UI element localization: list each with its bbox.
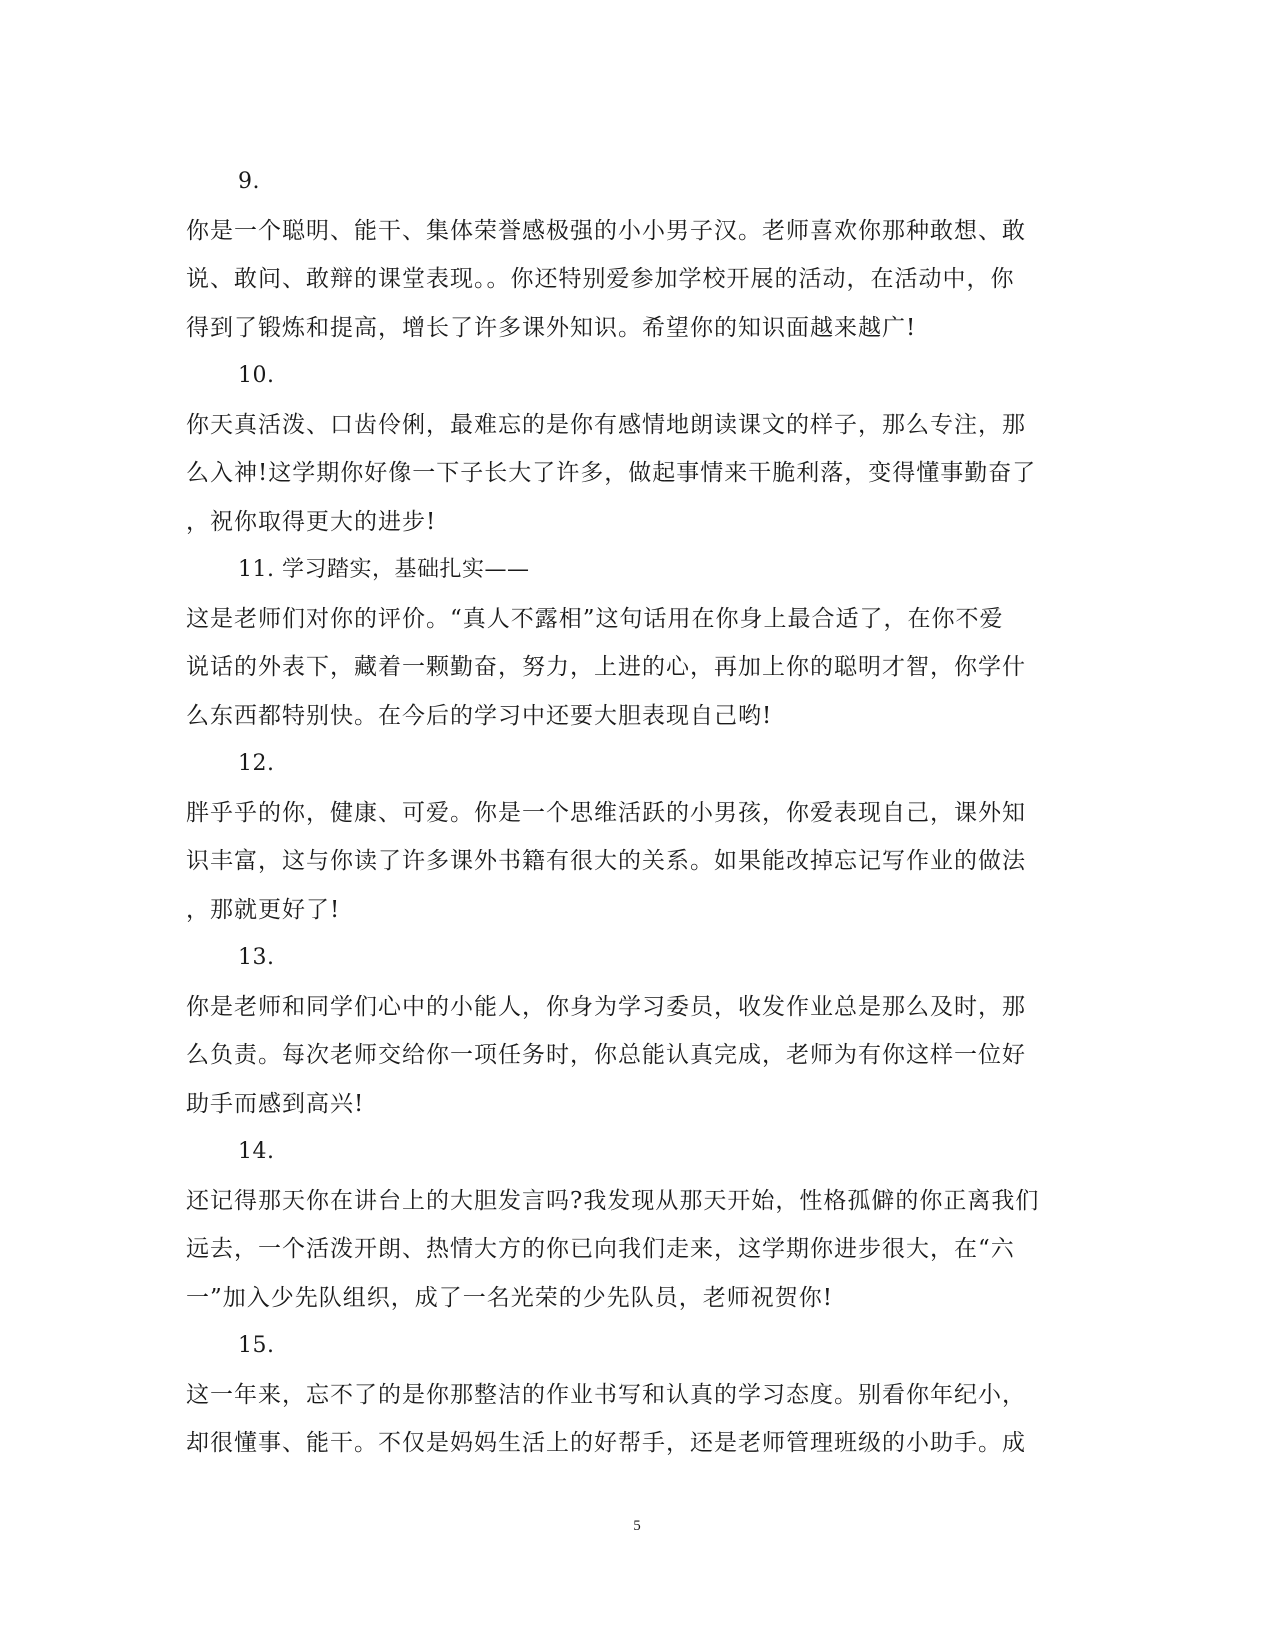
item-number: 13. [238,945,275,970]
text-line: 么东西都特别快。在今后的学习中还要大胆表现自己哟! [186,702,773,729]
text-line: 说、敢问、敢辩的课堂表现。。你还特别爱参加学校开展的活动，在活动中，你 [186,266,1015,292]
item-number: 14. [238,1139,275,1164]
item-number: 9. [238,169,260,194]
text-line: 你是老师和同学们心中的小能人，你身为学习委员，收发作业总是那么及时，那 [186,993,1026,1020]
item-number: 10. [238,363,275,388]
text-line: 说话的外表下，藏着一颗勤奋，努力，上进的心，再加上你的聪明才智，你学什 [186,654,1026,680]
text-line: 么入神!这学期你好像一下子长大了许多，做起事情来干脆利落，变得懂事勤奋了 [186,460,1037,486]
text-line: 却很懂事、能干。不仅是妈妈生活上的好帮手，还是老师管理班级的小助手。成 [186,1430,1026,1456]
text-line: 一”加入少先队组织，成了一名光荣的少先队员，老师祝贺你! [186,1284,834,1311]
item-number: 12. [238,751,275,776]
text-line: 这是老师们对你的评价。“真人不露相”这句话用在你身上最合适了，在你不爱 [186,605,1004,632]
text-line: 你天真活泼、口齿伶俐，最难忘的是你有感情地朗读课文的样子，那么专注，那 [186,411,1026,438]
text-line: 么负责。每次老师交给你一项任务时，你总能认真完成，老师为有你这样一位好 [186,1042,1026,1068]
text-line: 得到了锻炼和提高，增长了许多课外知识。希望你的知识面越来越广! [186,314,917,341]
text-line: ，祝你取得更大的进步! [186,508,437,535]
item-number: 11. 学习踏实，基础扎实—— [238,557,530,582]
text-line: 识丰富，这与你读了许多课外书籍有很大的关系。如果能改掉忘记写作业的做法 [186,848,1026,874]
text-line: 你是一个聪明、能干、集体荣誉感极强的小小男子汉。老师喜欢你那种敢想、敢 [186,217,1026,244]
text-line: 还记得那天你在讲台上的大胆发言吗?我发现从那天开始，性格孤僻的你正离我们 [186,1187,1040,1214]
text-line: 远去，一个活泼开朗、热情大方的你已向我们走来，这学期你进步很大，在“六 [186,1236,1015,1262]
text-line: ，那就更好了! [186,896,341,923]
text-line: 助手而感到高兴! [186,1090,365,1117]
text-line: 这一年来，忘不了的是你那整洁的作业书写和认真的学习态度。别看你年纪小， [186,1381,1026,1408]
text-line: 胖乎乎的你，健康、可爱。你是一个思维活跃的小男孩，你爱表现自己，课外知 [186,799,1026,826]
page-body [186,158,1066,1468]
page-number: 5 [633,1518,641,1534]
item-number: 15. [238,1333,275,1358]
